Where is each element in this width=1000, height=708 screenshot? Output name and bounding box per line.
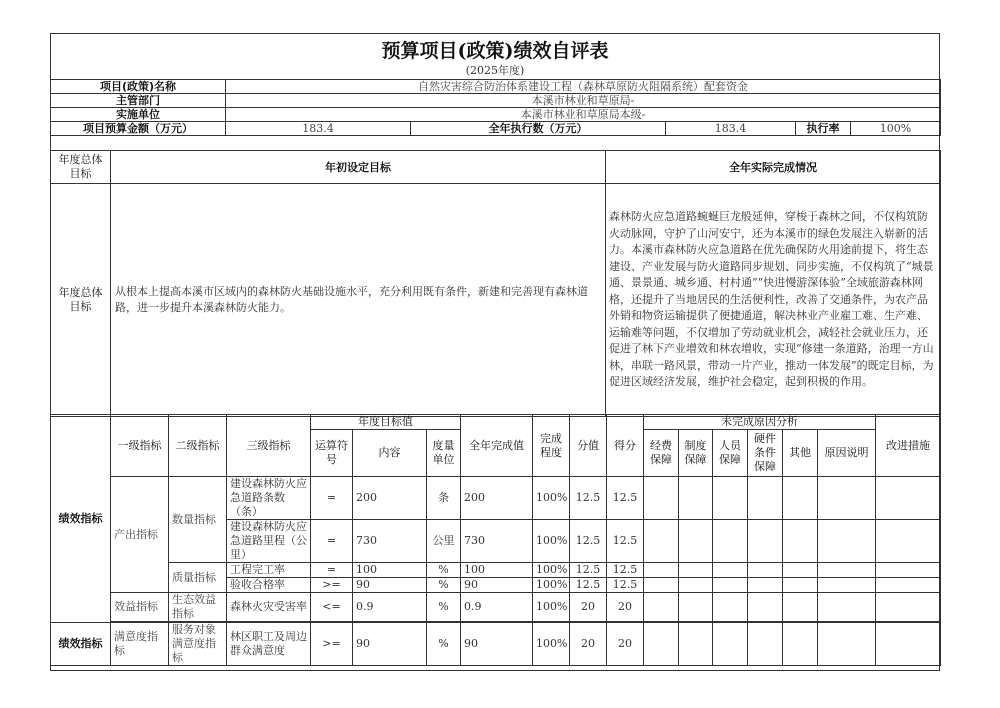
- budget-row: [51, 122, 941, 136]
- indicator-op: =: [311, 477, 353, 520]
- project-info-table: [50, 79, 941, 136]
- perf-side-label-2: 绩效指标: [51, 623, 111, 666]
- indicator-name: 建设森林防火应急道路条数（条）: [227, 477, 311, 520]
- goal-header-row: [51, 151, 941, 184]
- indicator-completion: 100%: [533, 593, 570, 622]
- dept-value: 本溪市林业和草原局-: [226, 94, 941, 108]
- group-quality: 质量指标: [169, 563, 227, 593]
- indicator-score: 20: [607, 623, 644, 666]
- performance-table: [50, 414, 941, 666]
- goal-row-label: 年度总体目标: [51, 184, 111, 417]
- perf-header-row-1: [51, 415, 941, 430]
- indicator-completion: 100%: [533, 520, 570, 563]
- evaluation-sheet: [50, 33, 940, 671]
- indicator-name: 林区职工及周边群众满意度: [227, 623, 311, 666]
- indicator-name: 验收合格率: [227, 578, 311, 593]
- header-system: 制度保障: [679, 430, 713, 477]
- indicator-op: =: [311, 520, 353, 563]
- indicator-name: 森林火灾受害率: [227, 593, 311, 622]
- indicator-score: 20: [607, 593, 644, 622]
- indicator-unit: %: [427, 593, 461, 622]
- indicator-actual: 200: [461, 477, 533, 520]
- dept-row: [51, 94, 941, 108]
- unit-label: 实施单位: [51, 108, 226, 122]
- header-economic: 经费保障: [644, 430, 679, 477]
- project-name-label: 项目(政策)名称: [51, 80, 226, 94]
- table-row: [51, 623, 941, 666]
- header-level1: 一级指标: [111, 415, 169, 477]
- indicator-score: 12.5: [607, 578, 644, 593]
- budget-label: 项目预算金额（万元）: [51, 122, 226, 136]
- header-actual: 全年完成值: [461, 415, 533, 477]
- indicator-actual: 90: [461, 578, 533, 593]
- indicator-target: 100: [353, 563, 427, 578]
- rate-label: 执行率: [796, 122, 851, 136]
- table-row: [51, 477, 941, 520]
- header-unfinished: 未完成原因分析: [644, 415, 876, 430]
- header-other: 其他: [783, 430, 818, 477]
- header-improve: 改进措施: [876, 415, 941, 477]
- indicator-target: 730: [353, 520, 427, 563]
- goal-content-row: [51, 184, 941, 417]
- header-content: 内容: [353, 430, 427, 477]
- budget-value: 183.4: [226, 122, 411, 136]
- executed-label: 全年执行数（万元）: [411, 122, 666, 136]
- header-op: 运算符号: [311, 430, 353, 477]
- indicator-op: <=: [311, 593, 353, 622]
- header-points: 分值: [570, 415, 607, 477]
- group-eco: 生态效益指标: [169, 593, 227, 622]
- table-row: [51, 593, 941, 622]
- dept-label: 主管部门: [51, 94, 226, 108]
- header-score: 得分: [607, 415, 644, 477]
- header-completion: 完成程度: [533, 415, 570, 477]
- actual-goal-header: 全年实际完成情况: [606, 151, 941, 184]
- unit-row: [51, 108, 941, 122]
- indicator-unit: 条: [427, 477, 461, 520]
- header-reason: 原因说明: [818, 430, 876, 477]
- indicator-actual: 90: [461, 623, 533, 666]
- group-service: 服务对象满意度指标: [169, 623, 227, 666]
- indicator-op: >=: [311, 578, 353, 593]
- indicator-op: >=: [311, 623, 353, 666]
- indicator-points: 12.5: [570, 477, 607, 520]
- indicator-actual: 100: [461, 563, 533, 578]
- indicator-unit: 公里: [427, 520, 461, 563]
- indicator-completion: 100%: [533, 477, 570, 520]
- indicator-name: 建设森林防火应急道路里程（公里）: [227, 520, 311, 563]
- indicator-name: 工程完工率: [227, 563, 311, 578]
- indicator-score: 12.5: [607, 563, 644, 578]
- project-name-row: [51, 80, 941, 94]
- group-benefit: 效益指标: [111, 593, 169, 622]
- indicator-target: 90: [353, 623, 427, 666]
- unit-value: 本溪市林业和草原局本级-: [226, 108, 941, 122]
- executed-value: 183.4: [666, 122, 796, 136]
- planned-goal-header: 年初设定目标: [111, 151, 606, 184]
- indicator-unit: %: [427, 578, 461, 593]
- header-annual-target: 年度目标值: [311, 415, 461, 430]
- indicator-unit: %: [427, 563, 461, 578]
- header-personnel: 人员保障: [713, 430, 748, 477]
- goal-table: [50, 150, 941, 417]
- rate-value: 100%: [851, 122, 941, 136]
- header-level3: 三级指标: [227, 415, 311, 477]
- group-quantity: 数量指标: [169, 477, 227, 563]
- indicator-points: 20: [570, 623, 607, 666]
- indicator-target: 200: [353, 477, 427, 520]
- indicator-actual: 730: [461, 520, 533, 563]
- indicator-points: 12.5: [570, 578, 607, 593]
- indicator-unit: %: [427, 623, 461, 666]
- indicator-completion: 100%: [533, 578, 570, 593]
- indicator-points: 12.5: [570, 520, 607, 563]
- indicator-score: 12.5: [607, 520, 644, 563]
- header-unit: 度量单位: [427, 430, 461, 477]
- table-row: [51, 563, 941, 578]
- header-hardware: 硬件条件保障: [748, 430, 783, 477]
- indicator-target: 0.9: [353, 593, 427, 622]
- page-title: 预算项目(政策)绩效自评表: [381, 40, 609, 62]
- planned-goal-text: 从根本上提高本溪市区域内的森林防火基础设施水平，充分利用既有条件，新建和完善现有森林道路，进一步提升本溪森林防火能力。: [111, 184, 606, 417]
- indicator-completion: 100%: [533, 623, 570, 666]
- indicator-score: 12.5: [607, 477, 644, 520]
- indicator-completion: 100%: [533, 563, 570, 578]
- group-output: 产出指标: [111, 477, 169, 593]
- project-name-value: 自然灾害综合防治体系建设工程（森林草原防火阻隔系统）配套资金: [226, 80, 941, 94]
- indicator-actual: 0.9: [461, 593, 533, 622]
- indicator-points: 12.5: [570, 563, 607, 578]
- page-subtitle: (2025年度): [465, 64, 525, 77]
- indicator-points: 20: [570, 593, 607, 622]
- perf-side-label: 绩效指标: [51, 415, 111, 623]
- actual-goal-text: 森林防火应急道路蜿蜒巨龙般延伸，穿梭于森林之间，不仅构筑防火动脉网，守护了山河安宁，还为本溪市的绿色发展注入崭新的活力。本溪市森林防火应急道路在优先确保防火用途前提下，将生态建设、产业发展与防火道路同步规划、同步实施，不仅构筑了“城景通、景景通、城乡通、村村通”“快进慢游深体验”全域旅游森林网格，还提升了当地居民的生活便利性，改善了交通条件，为农产品外销和物资运输提供了便捷通道，解决林业产业雇工难、生产难、运输难等问题，不仅增加了劳动就业机会，减轻社会就业压力，还促进了林下产业增效和林农增收，实现“修建一条道路，治理一方山林，串联一路风景，带动一片产业，推动一体发展”的既定目标，为促进区域经济发展，维护社会稳定，起到积极的作用。: [606, 184, 941, 417]
- goal-header-label: 年度总体目标: [51, 151, 111, 184]
- indicator-op: =: [311, 563, 353, 578]
- header-level2: 二级指标: [169, 415, 227, 477]
- group-satisfaction: 满意度指标: [111, 623, 169, 666]
- indicator-target: 90: [353, 578, 427, 593]
